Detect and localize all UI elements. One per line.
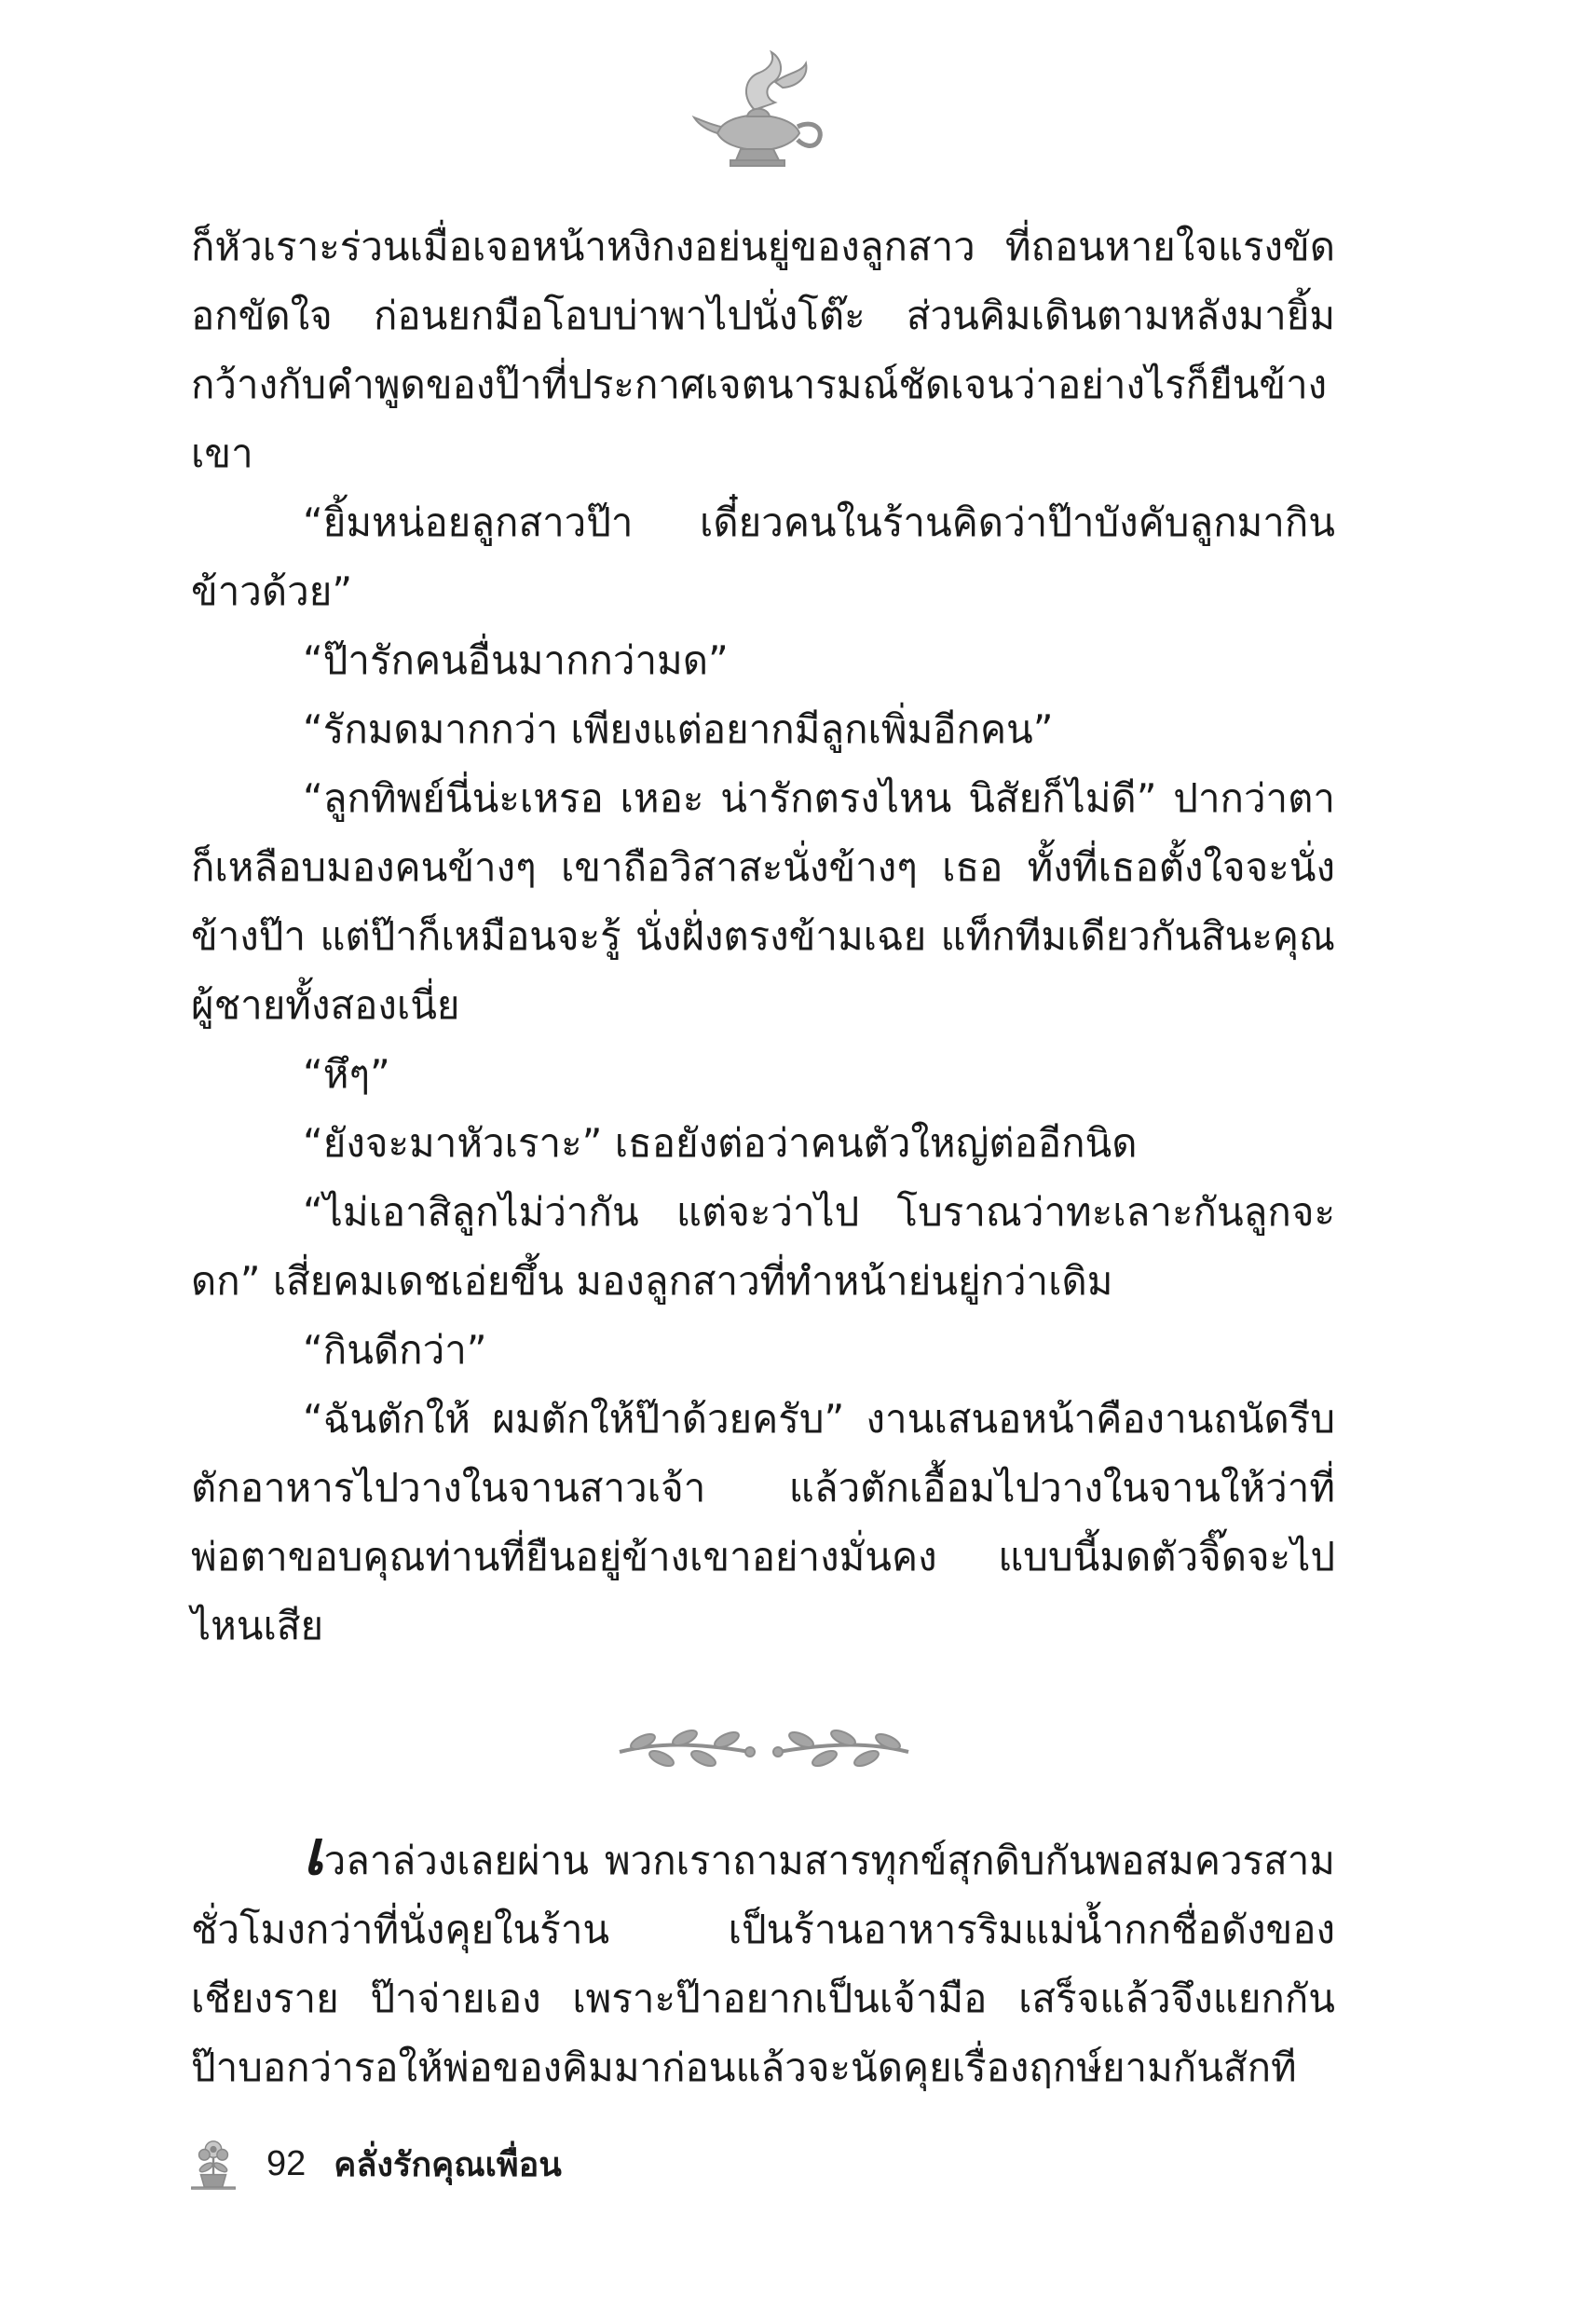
paragraph: “ยังจะมาหัวเราะ” เธอยังต่อว่าคนตัวใหญ่ต่ออีกนิด [303, 1120, 1138, 1166]
paragraph: ก็หัวเราะร่วนเมื่อเจอหน้าหงิกงอย่นยู่ของลูกสาว ที่ถอนหายใจแรงขัดอกขัดใจ ก่อนยกมือโอบบ่าพาไปนั่งโต๊ะ ส่วนคิมเดินตามหลังมายิ้มกว้างกับคำพูดของป๊าที่ประกาศเจตนารมณ์ชัดเจนว่าอย่างไรก็ยืนข้างเขา [191, 224, 1335, 476]
flower-pot-icon [186, 2137, 240, 2191]
page-number: 92 [266, 2143, 307, 2183]
body-text-top [191, 212, 1335, 1661]
paragraph: “ลูกทิพย์นี่น่ะเหรอ เหอะ น่ารักตรงไหน นิสัยก็ไม่ดี” ปากว่าตาก็เหลือบมองคนข้างๆ เขาถือวิสาสะนั่งข้างๆ เธอ ทั้งที่เธอตั้งใจจะนั่งข้างป๊า แต่ป๊าก็เหมือนจะรู้ นั่งฝั่งตรงข้ามเฉย แท็กทีมเดียวกันสินะคุณผู้ชายทั้งสองเนี่ย [191, 775, 1335, 1028]
paragraph: “รักมดมากกว่า เพียงแต่อยากมีลูกเพิ่มอีกคน” [303, 706, 1054, 752]
page-footer [186, 2136, 562, 2192]
paragraph: “กินดีกว่า” [303, 1327, 487, 1373]
drop-cap: เ [303, 1816, 324, 1889]
paragraph: “ฉันตักให้ ผมตักให้ป๊าด้วยครับ” งานเสนอหน้าคืองานถนัดรีบตักอาหารไปวางในจานสาวเจ้า แล้วตักเอื้อมไปวางในจานให้ว่าที่พ่อตาขอบคุณท่านที่ยืนอยู่ข้างเขาอย่างมั่นคง แบบนี้มดตัวจิ๊ดจะไปไหนเสีย [191, 1396, 1335, 1648]
section-opening-paragraph [191, 1816, 1335, 2102]
leaf-vine-divider-icon [610, 1719, 918, 1775]
paragraph: “ยิ้มหน่อยลูกสาวป๊า เดี๋ยวคนในร้านคิดว่าป๊าบังคับลูกมากินข้าวด้วย” [191, 499, 1335, 614]
paragraph: “ไม่เอาสิลูกไม่ว่ากัน แต่จะว่าไป โบราณว่าทะเลาะกันลูกจะดก” เสี่ยคมเดชเอ่ยขึ้น มองลูกสาวที่ทำหน้าย่นยู่กว่าเดิม [191, 1189, 1335, 1304]
book-title: คลั่งรักคุณเพื่อน [334, 2145, 562, 2184]
paragraph: “หึๆ” [303, 1051, 390, 1097]
genie-lamp-icon [689, 45, 829, 175]
body-text-bottom [191, 1816, 1335, 2102]
paragraph: “ป๊ารักคนอื่นมากกว่ามด” [303, 637, 729, 683]
paragraph-text: วลาล่วงเลยผ่าน พวกเราถามสารทุกข์สุกดิบกันพอสมควรสามชั่วโมงกว่าที่นั่งคุยในร้าน เป็นร้านอาหารริมแม่น้ำกกชื่อดังของเชียงราย ป๊าจ่ายเอง เพราะป๊าอยากเป็นเจ้ามือ เสร็จแล้วจึงแยกกันป๊าบอกว่ารอให้พ่อของคิมมาก่อนแล้วจะนัดคุยเรื่องฤกษ์ยามกันสักที [191, 1838, 1335, 2090]
